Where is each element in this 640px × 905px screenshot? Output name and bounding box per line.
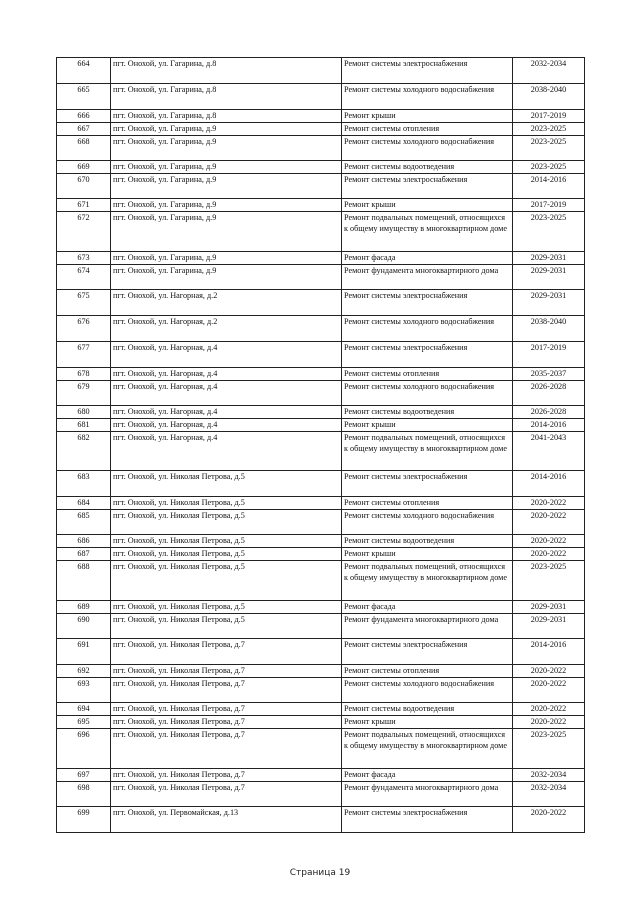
row-address: пгт. Онохой, ул. Николая Петрова, д.7 <box>111 703 342 716</box>
row-address: пгт. Онохой, ул. Николая Петрова, д.5 <box>111 561 342 601</box>
row-period: 2023-2025 <box>513 561 585 601</box>
row-period: 2020-2022 <box>513 716 585 729</box>
row-address: пгт. Онохой, ул. Николая Петрова, д.5 <box>111 601 342 614</box>
row-work-type: Ремонт крыши <box>342 110 513 123</box>
row-number: 691 <box>57 639 111 665</box>
row-address: пгт. Онохой, ул. Николая Петрова, д.7 <box>111 729 342 769</box>
table-row <box>57 510 585 535</box>
row-period: 2023-2025 <box>513 161 585 174</box>
row-period: 2038-2040 <box>513 84 585 110</box>
row-work-type: Ремонт системы электроснабжения <box>342 639 513 665</box>
row-period: 2014-2016 <box>513 174 585 199</box>
row-address: пгт. Онохой, ул. Николая Петрова, д.7 <box>111 782 342 807</box>
row-period: 2020-2022 <box>513 510 585 535</box>
table-row <box>57 212 585 252</box>
row-address: пгт. Онохой, ул. Николая Петрова, д.7 <box>111 716 342 729</box>
table-row <box>57 769 585 782</box>
row-period: 2029-2031 <box>513 290 585 316</box>
table-row <box>57 807 585 833</box>
row-period: 2041-2043 <box>513 432 585 471</box>
table-row <box>57 497 585 510</box>
repair-schedule-table <box>56 57 585 833</box>
row-number: 681 <box>57 419 111 432</box>
row-number: 668 <box>57 136 111 161</box>
table-row <box>57 678 585 703</box>
row-number: 695 <box>57 716 111 729</box>
row-address: пгт. Онохой, ул. Нагорная, д.4 <box>111 419 342 432</box>
row-period: 2020-2022 <box>513 678 585 703</box>
row-number: 664 <box>57 58 111 84</box>
row-period: 2023-2025 <box>513 729 585 769</box>
row-period: 2020-2022 <box>513 535 585 548</box>
row-work-type: Ремонт крыши <box>342 199 513 212</box>
row-address: пгт. Онохой, ул. Николая Петрова, д.7 <box>111 678 342 703</box>
row-period: 2029-2031 <box>513 265 585 290</box>
row-address: пгт. Онохой, ул. Гагарина, д.9 <box>111 199 342 212</box>
row-period: 2020-2022 <box>513 548 585 561</box>
row-number: 688 <box>57 561 111 601</box>
row-number: 680 <box>57 406 111 419</box>
row-address: пгт. Онохой, ул. Николая Петрова, д.7 <box>111 665 342 678</box>
table-row <box>57 368 585 381</box>
row-address: пгт. Онохой, ул. Гагарина, д.9 <box>111 265 342 290</box>
row-period: 2032-2034 <box>513 769 585 782</box>
table-row <box>57 161 585 174</box>
row-address: пгт. Онохой, ул. Николая Петрова, д.5 <box>111 535 342 548</box>
row-work-type: Ремонт системы водоотведения <box>342 535 513 548</box>
row-number: 694 <box>57 703 111 716</box>
row-work-type: Ремонт подвальных помещений, относящихся к общему имуществу в многоквартирном доме <box>342 432 513 471</box>
row-work-type: Ремонт системы водоотведения <box>342 703 513 716</box>
row-work-type: Ремонт системы отопления <box>342 497 513 510</box>
row-number: 686 <box>57 535 111 548</box>
row-period: 2038-2040 <box>513 316 585 342</box>
row-address: пгт. Онохой, ул. Николая Петрова, д.5 <box>111 510 342 535</box>
row-address: пгт. Онохой, ул. Гагарина, д.9 <box>111 123 342 136</box>
row-work-type: Ремонт системы холодного водоснабжения <box>342 678 513 703</box>
row-number: 696 <box>57 729 111 769</box>
row-number: 670 <box>57 174 111 199</box>
row-address: пгт. Онохой, ул. Нагорная, д.2 <box>111 290 342 316</box>
row-address: пгт. Онохой, ул. Гагарина, д.8 <box>111 110 342 123</box>
row-number: 697 <box>57 769 111 782</box>
row-work-type: Ремонт системы водоотведения <box>342 406 513 419</box>
table-row <box>57 252 585 265</box>
row-number: 693 <box>57 678 111 703</box>
table-row <box>57 703 585 716</box>
row-period: 2014-2016 <box>513 419 585 432</box>
row-address: пгт. Онохой, ул. Нагорная, д.4 <box>111 342 342 368</box>
row-work-type: Ремонт системы отопления <box>342 665 513 678</box>
row-address: пгт. Онохой, ул. Николая Петрова, д.5 <box>111 548 342 561</box>
row-work-type: Ремонт подвальных помещений, относящихся к общему имуществу в многоквартирном доме <box>342 561 513 601</box>
page-number: Страница 19 <box>289 868 351 878</box>
row-address: пгт. Онохой, ул. Николая Петрова, д.5 <box>111 497 342 510</box>
row-work-type: Ремонт системы электроснабжения <box>342 471 513 497</box>
row-period: 2029-2031 <box>513 252 585 265</box>
row-period: 2029-2031 <box>513 614 585 639</box>
table-row <box>57 614 585 639</box>
row-work-type: Ремонт фундамента многоквартирного дома <box>342 614 513 639</box>
row-number: 682 <box>57 432 111 471</box>
row-work-type: Ремонт крыши <box>342 419 513 432</box>
row-work-type: Ремонт фасада <box>342 769 513 782</box>
row-work-type: Ремонт подвальных помещений, относящихся к общему имуществу в многоквартирном доме <box>342 729 513 769</box>
row-number: 684 <box>57 497 111 510</box>
row-work-type: Ремонт системы холодного водоснабжения <box>342 381 513 406</box>
row-address: пгт. Онохой, ул. Нагорная, д.4 <box>111 432 342 471</box>
table-row <box>57 665 585 678</box>
row-address: пгт. Онохой, ул. Нагорная, д.4 <box>111 381 342 406</box>
row-number: 683 <box>57 471 111 497</box>
table-row <box>57 782 585 807</box>
row-number: 678 <box>57 368 111 381</box>
row-period: 2017-2019 <box>513 199 585 212</box>
row-number: 698 <box>57 782 111 807</box>
row-number: 676 <box>57 316 111 342</box>
table-row <box>57 432 585 471</box>
table-row <box>57 58 585 84</box>
table-body <box>57 58 585 833</box>
table-row <box>57 110 585 123</box>
table-row <box>57 174 585 199</box>
row-address: пгт. Онохой, ул. Гагарина, д.8 <box>111 84 342 110</box>
row-work-type: Ремонт системы холодного водоснабжения <box>342 316 513 342</box>
row-number: 690 <box>57 614 111 639</box>
row-address: пгт. Онохой, ул. Николая Петрова, д.5 <box>111 471 342 497</box>
row-address: пгт. Онохой, ул. Гагарина, д.9 <box>111 136 342 161</box>
row-work-type: Ремонт системы холодного водоснабжения <box>342 136 513 161</box>
row-work-type: Ремонт системы отопления <box>342 368 513 381</box>
row-address: пгт. Онохой, ул. Николая Петрова, д.7 <box>111 769 342 782</box>
row-address: пгт. Онохой, ул. Гагарина, д.9 <box>111 161 342 174</box>
row-number: 671 <box>57 199 111 212</box>
table-row <box>57 419 585 432</box>
row-work-type: Ремонт системы водоотведения <box>342 161 513 174</box>
row-work-type: Ремонт системы электроснабжения <box>342 58 513 84</box>
row-address: пгт. Онохой, ул. Нагорная, д.4 <box>111 368 342 381</box>
table-row <box>57 471 585 497</box>
row-address: пгт. Онохой, ул. Гагарина, д.9 <box>111 174 342 199</box>
row-period: 2035-2037 <box>513 368 585 381</box>
row-number: 665 <box>57 84 111 110</box>
row-work-type: Ремонт фундамента многоквартирного дома <box>342 265 513 290</box>
table-row <box>57 290 585 316</box>
row-address: пгт. Онохой, ул. Первомайская, д.13 <box>111 807 342 833</box>
row-work-type: Ремонт системы электроснабжения <box>342 290 513 316</box>
row-address: пгт. Онохой, ул. Нагорная, д.2 <box>111 316 342 342</box>
row-work-type: Ремонт фасада <box>342 601 513 614</box>
row-number: 669 <box>57 161 111 174</box>
row-period: 2023-2025 <box>513 212 585 252</box>
table-row <box>57 84 585 110</box>
row-number: 674 <box>57 265 111 290</box>
row-number: 692 <box>57 665 111 678</box>
row-address: пгт. Онохой, ул. Николая Петрова, д.5 <box>111 614 342 639</box>
row-work-type: Ремонт фундамента многоквартирного дома <box>342 782 513 807</box>
row-period: 2032-2034 <box>513 782 585 807</box>
row-period: 2023-2025 <box>513 136 585 161</box>
table-row <box>57 729 585 769</box>
row-address: пгт. Онохой, ул. Гагарина, д.8 <box>111 58 342 84</box>
row-number: 667 <box>57 123 111 136</box>
table-row <box>57 601 585 614</box>
table-row <box>57 639 585 665</box>
row-address: пгт. Онохой, ул. Нагорная, д.4 <box>111 406 342 419</box>
row-period: 2020-2022 <box>513 807 585 833</box>
table-row <box>57 316 585 342</box>
row-period: 2014-2016 <box>513 471 585 497</box>
table-row <box>57 561 585 601</box>
row-work-type: Ремонт крыши <box>342 548 513 561</box>
table-row <box>57 548 585 561</box>
table-row <box>57 535 585 548</box>
table-row <box>57 381 585 406</box>
row-work-type: Ремонт системы отопления <box>342 123 513 136</box>
row-work-type: Ремонт крыши <box>342 716 513 729</box>
table-row <box>57 199 585 212</box>
row-work-type: Ремонт системы электроснабжения <box>342 807 513 833</box>
row-period: 2026-2028 <box>513 381 585 406</box>
table-row <box>57 136 585 161</box>
row-number: 675 <box>57 290 111 316</box>
row-period: 2020-2022 <box>513 703 585 716</box>
row-period: 2020-2022 <box>513 497 585 510</box>
row-number: 687 <box>57 548 111 561</box>
row-address: пгт. Онохой, ул. Николая Петрова, д.7 <box>111 639 342 665</box>
row-period: 2014-2016 <box>513 639 585 665</box>
table-row <box>57 123 585 136</box>
row-address: пгт. Онохой, ул. Гагарина, д.9 <box>111 212 342 252</box>
row-work-type: Ремонт фасада <box>342 252 513 265</box>
row-work-type: Ремонт системы электроснабжения <box>342 342 513 368</box>
row-number: 699 <box>57 807 111 833</box>
row-number: 673 <box>57 252 111 265</box>
table-row <box>57 342 585 368</box>
row-period: 2020-2022 <box>513 665 585 678</box>
row-number: 679 <box>57 381 111 406</box>
row-number: 685 <box>57 510 111 535</box>
row-number: 672 <box>57 212 111 252</box>
row-period: 2017-2019 <box>513 110 585 123</box>
row-work-type: Ремонт системы холодного водоснабжения <box>342 510 513 535</box>
row-work-type: Ремонт подвальных помещений, относящихся к общему имуществу в многоквартирном доме <box>342 212 513 252</box>
row-number: 677 <box>57 342 111 368</box>
table-row <box>57 265 585 290</box>
row-work-type: Ремонт системы холодного водоснабжения <box>342 84 513 110</box>
table-row <box>57 406 585 419</box>
row-period: 2026-2028 <box>513 406 585 419</box>
row-number: 689 <box>57 601 111 614</box>
row-period: 2017-2019 <box>513 342 585 368</box>
row-period: 2023-2025 <box>513 123 585 136</box>
table-row <box>57 716 585 729</box>
row-address: пгт. Онохой, ул. Гагарина, д.9 <box>111 252 342 265</box>
row-period: 2032-2034 <box>513 58 585 84</box>
row-work-type: Ремонт системы электроснабжения <box>342 174 513 199</box>
row-period: 2029-2031 <box>513 601 585 614</box>
row-number: 666 <box>57 110 111 123</box>
